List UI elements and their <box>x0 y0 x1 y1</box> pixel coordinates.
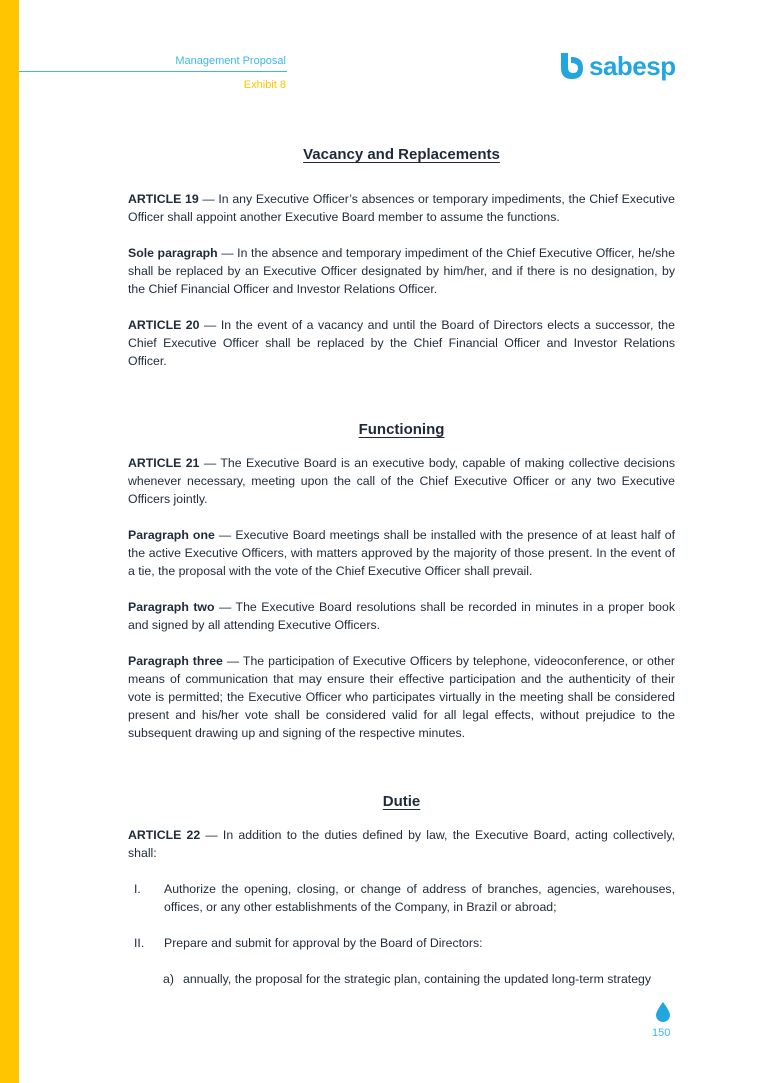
section-title-duties: Dutie <box>382 793 421 810</box>
article-label: ARTICLE 20 <box>128 318 200 332</box>
section-title-vacancy: Vacancy and Replacements <box>303 146 500 163</box>
logo-wordmark: sabesp <box>589 50 676 81</box>
article-text: — In the event of a vacancy and until the Board of Directors elects a successor, the Chief Executive Officer shall be replaced by the Chief Financial Officer and Investor Relations Officer. <box>128 318 675 368</box>
page-number: 150 <box>652 1027 671 1039</box>
sole-paragraph <box>128 244 675 298</box>
list-item <box>128 934 675 952</box>
article-text: — In any Executive Officer’s absences or temporary impediments, the Chief Executive Officer shall appoint another Executive Board member to assume the functions. <box>128 192 675 224</box>
side-accent-bar <box>0 0 19 1083</box>
sub-list-item <box>163 970 675 988</box>
article-label: ARTICLE 21 <box>128 456 200 470</box>
paragraph-label: Paragraph two <box>128 600 215 614</box>
paragraph-two <box>128 598 675 634</box>
paragraph-one <box>128 526 675 580</box>
article-text: — The Executive Board is an executive body, capable of making collective decisions whenever necessary, meeting upon the call of the Chief Executive Officer or any two Executive Officers jointly. <box>128 456 675 506</box>
list-item <box>128 880 675 916</box>
article-label: ARTICLE 19 <box>128 192 199 206</box>
paragraph-text: — Executive Board meetings shall be installed with the presence of at least half of the active Executive Officers, with matters approved by the majority of those present. In the event of a tie, the proposal with the vote of the Chief Executive Officer shall prevail. <box>128 528 675 578</box>
paragraph-label: Paragraph three <box>128 654 223 668</box>
header-exhibit: Exhibit 8 <box>243 79 286 91</box>
article-19 <box>128 190 675 226</box>
sub-item-letter: a) <box>163 972 174 986</box>
list-item-text: Prepare and submit for approval by the Board of Directors: <box>164 936 483 950</box>
paragraph-three <box>128 652 675 742</box>
article-21 <box>128 454 675 508</box>
article-text: — In addition to the duties defined by law, the Executive Board, acting collectively, shall: <box>128 828 675 860</box>
sub-item-text: annually, the proposal for the strategic plan, containing the updated long-term strategy <box>183 972 652 986</box>
paragraph-label: Sole paragraph <box>128 246 218 260</box>
paragraph-text: — The Executive Board resolutions shall be recorded in minutes in a proper book and signed by all attending Executive Officers. <box>128 600 675 632</box>
article-20 <box>128 316 675 370</box>
header-proposal: Management Proposal <box>175 55 286 67</box>
document-body <box>128 146 675 988</box>
sabesp-logo <box>558 50 676 82</box>
paragraph-label: Paragraph one <box>128 528 215 542</box>
list-item-text: Authorize the opening, closing, or change of address of branches, agencies, warehouses, offices, or any other establishments of the Company, in Brazil or abroad; <box>164 882 675 914</box>
section-title-functioning: Functioning <box>358 421 445 438</box>
article-22 <box>128 826 675 862</box>
header-rule <box>19 71 287 72</box>
paragraph-text: — In the absence and temporary impediment of the Chief Executive Officer, he/she shall be replaced by an Executive Officer designated by him/her, and if there is no designation, by the Chief Financial Officer and Investor Relations Officer. <box>128 246 675 296</box>
article-label: ARTICLE 22 <box>128 828 201 842</box>
water-drop-icon <box>656 1002 670 1022</box>
paragraph-text: — The participation of Executive Officers by telephone, videoconference, or other means of communication that may ensure their effective participation and the authenticity of their vote is permitted; the Executive Officer who participates virtually in the meeting shall be considered present and his/her vote shall be considered valid for all legal effects, without prejudice to the subsequent drawing up and signing of the respective minutes. <box>128 654 676 740</box>
list-item-number: I. <box>134 882 141 896</box>
sabesp-logo-icon <box>558 51 584 81</box>
list-item-number: II. <box>134 936 145 950</box>
